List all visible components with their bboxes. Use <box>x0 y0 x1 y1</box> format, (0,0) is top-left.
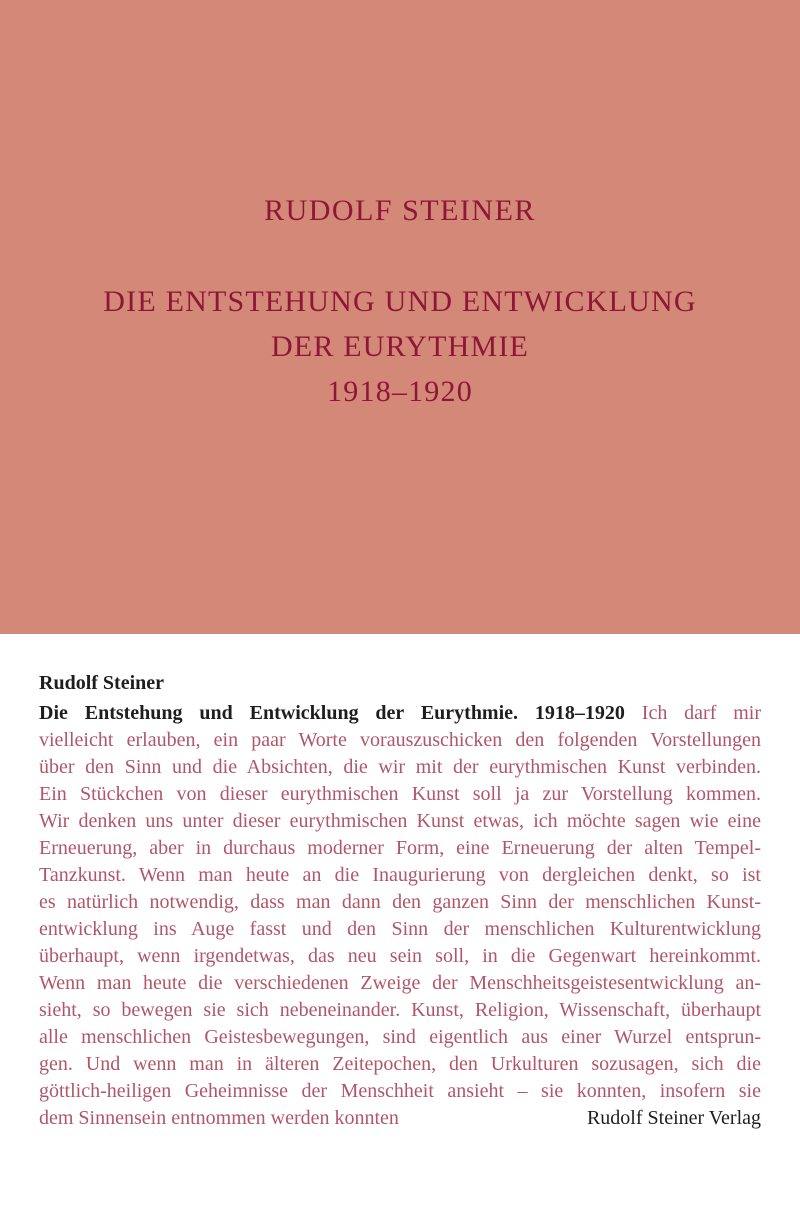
blurb-text-line: gen. Und wenn man in älteren Zeitepochen, den Urkulturen sozusagen, sich die <box>39 1053 761 1075</box>
back-blurb <box>39 668 761 1132</box>
cover-title-line: DER EURYTHMIE <box>270 330 530 363</box>
blurb-text-line: Ein Stückchen von dieser eurythmischen Kunst soll ja zur Vorstellung kommen. <box>39 783 761 805</box>
blurb-text-start: Ich darf mir <box>641 702 762 724</box>
blurb-text-line: sieht, so bewegen sie sich nebeneinander. Kunst, Religion, Wissenschaft, überhaupt <box>39 999 761 1021</box>
blurb-title: Die Entstehung und Entwicklung der Eurythmie. 1918–1920 <box>39 702 625 724</box>
blurb-text-line: es natürlich notwendig, dass man dann den ganzen Sinn der menschlichen Kunst- <box>39 891 761 913</box>
cover-title-line: 1918–1920 <box>327 375 473 408</box>
blurb-text-line: überhaupt, wenn irgendetwas, das neu sein soll, in die Gegenwart hereinkommt. <box>39 945 761 967</box>
blurb-title-line <box>39 700 761 727</box>
blurb-text-line: göttlich-heiligen Geheimnisse der Menschheit ansieht – sie konnten, insofern sie <box>39 1080 761 1102</box>
blurb-text-line: Erneuerung, aber in durchaus moderner Form, eine Erneuerung der alten Tempel- <box>39 837 761 859</box>
blurb-text-line: Wir denken uns unter dieser eurythmischen Kunst etwas, ich möchte sagen wie eine <box>39 810 761 832</box>
publisher-name: Rudolf Steiner Verlag <box>586 1107 761 1129</box>
blurb-text-line: alle menschlichen Geistesbewegungen, sind eigentlich aus einer Wurzel entsprun- <box>39 1026 761 1048</box>
blurb-author: Rudolf Steiner <box>39 672 164 694</box>
blurb-text-end: dem Sinnensein entnommen werden konnten <box>39 1107 399 1129</box>
blurb-text-line: vielleicht erlauben, ein paar Worte vorauszuschicken den folgenden Vorstellungen <box>39 729 761 751</box>
blurb-final-row <box>39 1105 761 1132</box>
cover-title <box>0 279 800 414</box>
cover-title-line: DIE ENTSTEHUNG UND ENTWICKLUNG <box>103 285 697 318</box>
cover-author: RUDOLF STEINER <box>264 194 536 227</box>
blurb-text-line: entwicklung ins Auge fasst und den Sinn der menschlichen Kulturentwicklung <box>39 918 761 940</box>
blurb-text-line: Tanzkunst. Wenn man heute an die Inaugurierung von dergleichen denkt, so ist <box>39 864 761 886</box>
blurb-text-line: Wenn man heute die verschiedenen Zweige der Menschheitsgeistesentwicklung an- <box>39 972 761 994</box>
blurb-text-line: über den Sinn und die Absichten, die wir mit der eurythmischen Kunst verbinden. <box>39 756 761 778</box>
